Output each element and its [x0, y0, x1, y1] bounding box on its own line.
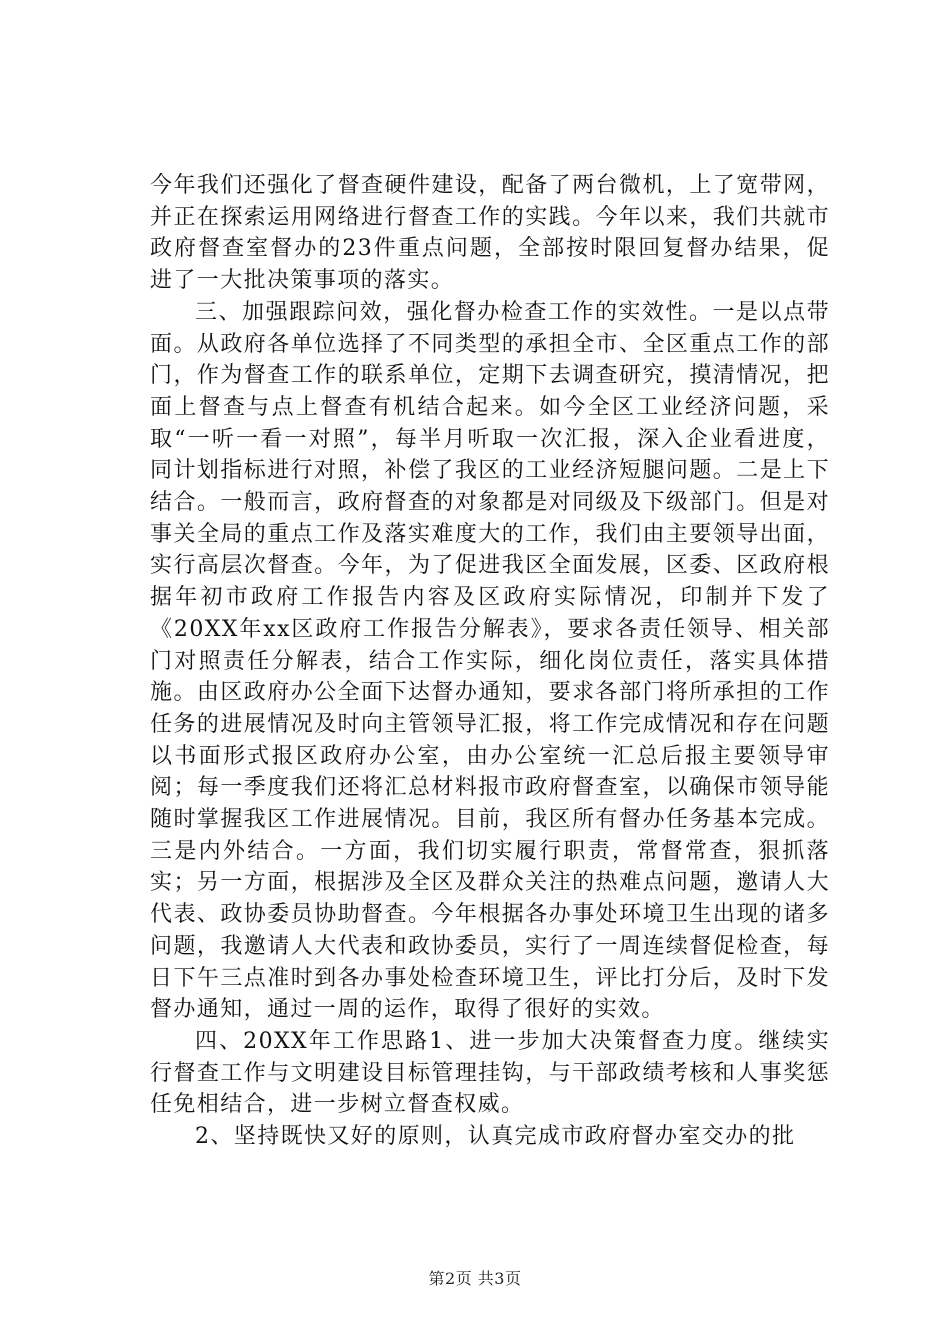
paragraph-1: 今年我们还强化了督查硬件建设，配备了两台微机，上了宽带网，并正在探索运用网络进行督查工作的实践。今年以来，我们共就市政府督查室督办的23件重点问题，全部按时限回复督办结果，促进了一大批决策事项的落实。 — [150, 173, 830, 294]
paragraph-3: 四、20XX年工作思路1、进一步加大决策督查力度。继续实行督查工作与文明建设目标管理挂钩，与干部政绩考核和人事奖惩任免相结合，进一步树立督查权威。 — [150, 1028, 830, 1118]
page-number-footer: 第2页 共3页 — [428, 1269, 522, 1288]
paragraph-2: 三、加强跟踪问效，强化督办检查工作的实效性。一是以点带面。从政府各单位选择了不同类型的承担全市、全区重点工作的部门，作为督查工作的联系单位，定期下去调查研究，摸清情况，把面上督查与点上督查有机结合起来。如今全区工业经济问题，采取“一听一看一对照”，每半月听取一次汇报，深入企业看进度，同计划指标进行对照，补偿了我区的工业经济短腿问题。二是上下结合。一般而言，政府督查的对象都是对同级及下级部门。但是对事关全局的重点工作及落实难度大的工作，我们由主要领导出面，实行高层次督查。今年，为了促进我区全面发展，区委、区政府根据年初市政府工作报告内容及区政府实际情况，印制并下发了《20XX年xx区政府工作报告分解表》，要求各责任领导、相关部门对照责任分解表，结合工作实际，细化岗位责任，落实具体措施。由区政府办公全面下达督办通知，要求各部门将所承担的工作任务的进展情况及时向主管领导汇报，将工作完成情况和存在问题以书面形式报区政府办公室，由办公室统一汇总后报主要领导审阅；每一季度我们还将汇总材料报市政府督查室，以确保市领导能随时掌握我区工作进展情况。目前，我区所有督办任务基本完成。三是内外结合。一方面，我们切实履行职责，常督常查，狠抓落实；另一方面，根据涉及全区及群众关注的热难点问题，邀请人大代表、政协委员协助督查。今年根据各办事处环境卫生出现的诸多问题，我邀请人大代表和政协委员，实行了一周连续督促检查，每日下午三点准时到各办事处检查环境卫生，评比打分后，及时下发督办通知，通过一周的运作，取得了很好的实效。 — [150, 299, 830, 1023]
document-body — [150, 170, 830, 1153]
paragraph-4: 2、坚持既快又好的原则，认真完成市政府督办室交办的批 — [195, 1124, 796, 1150]
